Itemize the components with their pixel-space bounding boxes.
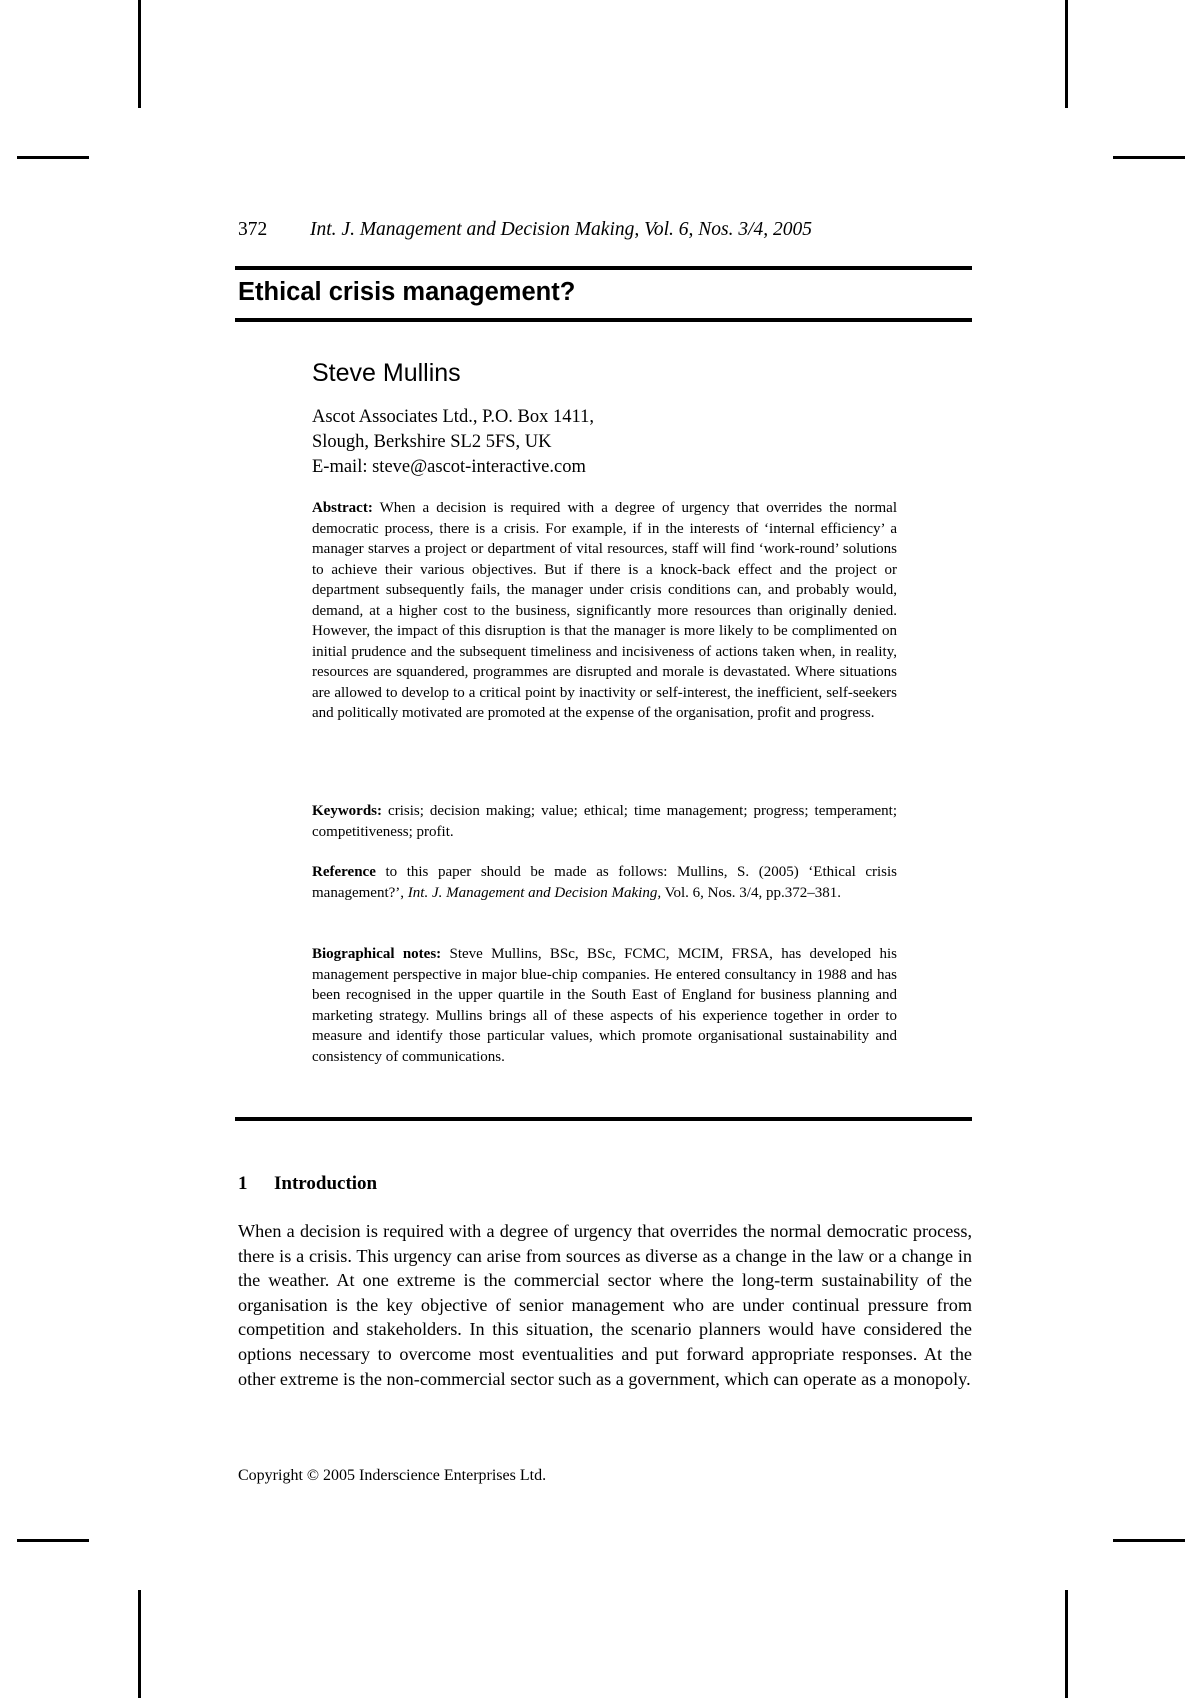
author-affiliation xyxy=(312,405,594,480)
page-number: 372 xyxy=(238,219,268,240)
crop-mark-left-upper xyxy=(17,156,89,159)
crop-mark-bottom-right xyxy=(1065,1590,1068,1698)
front-matter-rule xyxy=(235,1117,972,1121)
section-heading xyxy=(238,1173,377,1195)
crop-mark-top-right xyxy=(1065,0,1068,108)
author-email: E-mail: steve@ascot-interactive.com xyxy=(312,457,586,477)
reference-label: Reference xyxy=(312,864,376,880)
title-rule-bottom xyxy=(235,318,972,322)
author-name: Steve Mullins xyxy=(312,359,461,387)
reference-journal: Int. J. Management and Decision Making, xyxy=(407,884,662,901)
abstract xyxy=(312,498,897,724)
keywords-label: Keywords: xyxy=(312,803,382,819)
copyright-notice: Copyright © 2005 Inderscience Enterprises Ltd. xyxy=(238,1467,547,1484)
biographical-notes xyxy=(312,944,897,1067)
crop-mark-bottom-left xyxy=(138,1590,141,1698)
keywords-text: crisis; decision making; value; ethical; time management; progress; temperament; competitiveness; profit. xyxy=(312,803,898,840)
section-number: 1 xyxy=(238,1173,248,1194)
crop-mark-right-upper xyxy=(1113,156,1185,159)
crop-mark-left-lower xyxy=(17,1539,89,1542)
reference-details: Vol. 6, Nos. 3/4, pp.372–381. xyxy=(664,884,841,901)
affiliation-line: Ascot Associates Ltd., P.O. Box 1411, xyxy=(312,407,594,427)
affiliation-line: Slough, Berkshire SL2 5FS, UK xyxy=(312,432,552,452)
bio-text: Steve Mullins, BSc, BSc, FCMC, MCIM, FRSA, has developed his management perspective in major blue-chip companies. He entered consultancy in 1988 and has been recognised in the upper quartile in the South East of England for business planning and marketing strategy. Mullins brings all of these aspects of his experience together in order to measure and identify those particular values, which promote organisational sustainability and consistency of communications. xyxy=(312,946,897,1065)
title-rule-top xyxy=(235,266,972,270)
bio-label: Biographical notes: xyxy=(312,946,442,962)
article-title: Ethical crisis management? xyxy=(238,278,576,306)
abstract-text: When a decision is required with a degree of urgency that overrides the normal democratic process, there is a crisis. For example, if in the interests of ‘internal efficiency’ a manager starves a project or department of vital resources, staff will find ‘work-round’ solutions to achieve their various objectives. But if there is a knock-back effect and the project or department subsequently fails, the manager under crisis conditions can, and probably would, demand, at a higher cost to the business, significantly more resources than originally denied. However, the impact of this disruption is that the manager is more likely to be complimented on initial prudence and the subsequent timeliness and incisiveness of actions taken when, in reality, resources are squandered, programmes are disrupted and morale is devastated. Where situations are allowed to develop to a critical point by inactivity or self-interest, the inefficient, self-seekers and politically motivated are promoted at the expense of the organisation, profit and progress. xyxy=(312,500,897,721)
reference-text: to this paper should be made as follows: Mullins, S. (2005) ‘Ethical crisis management?’, xyxy=(312,864,898,901)
introduction-paragraph: When a decision is required with a degree of urgency that overrides the normal democratic process, there is a crisis. This urgency can arise from sources as diverse as a change in the law or a change in the weather. At one extreme is the commercial sector where the long-term sustainability of the organisation is the key objective of senior management who are under continual pressure from competition and stakeholders. In this situation, the scenario planners would have considered the options necessary to overcome most eventualities and put forward appropriate responses. At the other extreme is the non-commercial sector such as a government, which can operate as a monopoly. xyxy=(238,1221,972,1389)
running-header xyxy=(238,219,812,241)
crop-mark-top-left xyxy=(138,0,141,108)
section-title: Introduction xyxy=(274,1173,378,1194)
reference-note xyxy=(312,862,897,903)
abstract-label: Abstract: xyxy=(312,500,373,516)
keywords xyxy=(312,801,897,842)
journal-citation: Int. J. Management and Decision Making, Vol. 6, Nos. 3/4, 2005 xyxy=(310,219,813,240)
crop-mark-right-lower xyxy=(1113,1539,1185,1542)
